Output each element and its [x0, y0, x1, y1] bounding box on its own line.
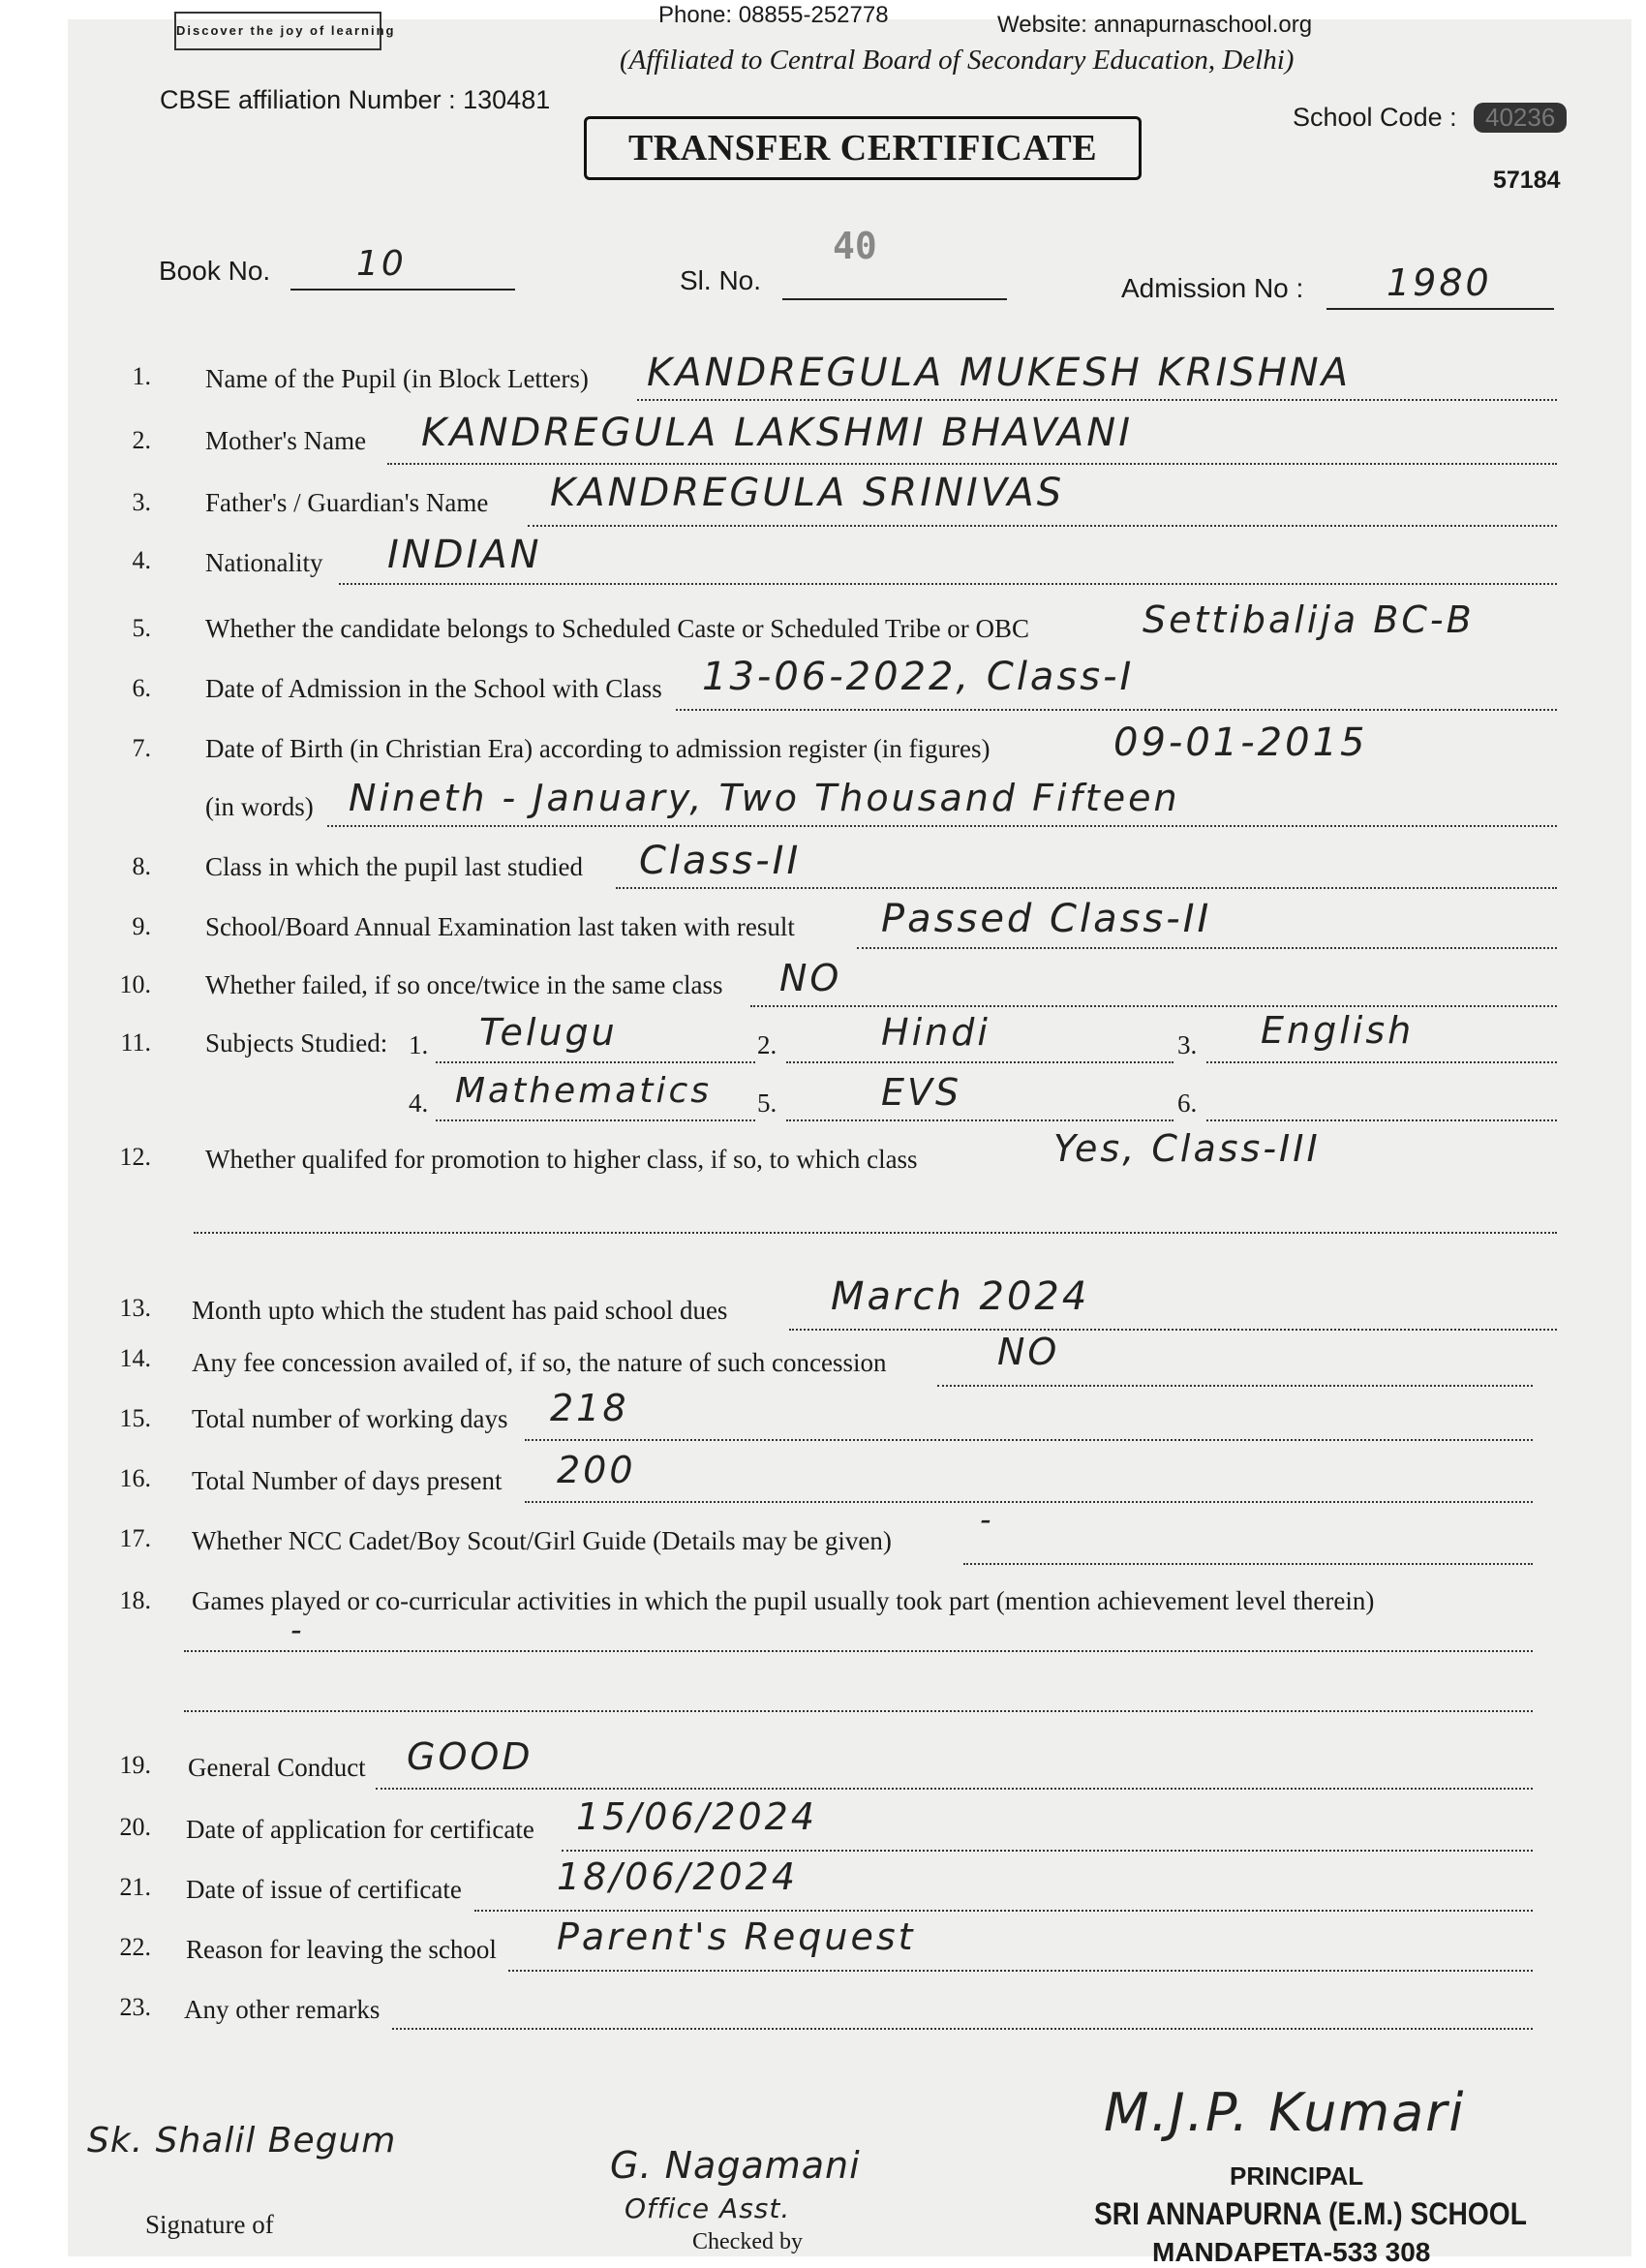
field-number: 2.: [132, 426, 151, 454]
field-number: 12.: [119, 1143, 151, 1171]
field-number: 17.: [119, 1524, 151, 1552]
subject-3-value: English: [1261, 1009, 1415, 1052]
subject-number: 1.: [409, 1030, 429, 1059]
field-number: 4.: [132, 546, 151, 574]
tagline: Discover the joy of learning: [176, 23, 396, 38]
fill-line: [525, 1501, 1533, 1503]
field-number: 10.: [119, 970, 151, 998]
signature-2: G. Nagamani: [610, 2144, 861, 2187]
fill-line: [1206, 1119, 1557, 1121]
leaving-reason-value: Parent's Request: [557, 1916, 916, 1958]
signature-1: Sk. Shalil Begum: [87, 2121, 397, 2161]
admission-line: [1326, 308, 1554, 310]
field-number: 9.: [132, 912, 151, 940]
fill-line: [436, 1061, 755, 1063]
father-name-value: KANDREGULA SRINIVAS: [550, 471, 1065, 515]
subject-1-value: Telugu: [479, 1011, 618, 1054]
last-class-value: Class-II: [639, 839, 802, 883]
pupil-name-value: KANDREGULA MUKESH KRISHNA: [647, 351, 1352, 395]
field-label-mother-name: Mother's Name: [205, 426, 367, 455]
field-number: 21.: [119, 1873, 151, 1901]
fill-line: [562, 1850, 1533, 1852]
fill-line: [616, 887, 1557, 889]
website: Website: annapurnaschool.org: [997, 12, 1313, 38]
field-label-application-date: Date of application for certificate: [186, 1815, 534, 1844]
field-label-father-name: Father's / Guardian's Name: [205, 488, 489, 517]
dob-words-value: Nineth - January, Two Thousand Fifteen: [349, 777, 1180, 819]
book-line: [290, 289, 515, 291]
field-label-exam-result: School/Board Annual Examination last taken with result: [205, 912, 795, 941]
field-label-games: Games played or co-curricular activities in which the pupil usually took part (mention achievement level therein): [192, 1586, 1375, 1615]
subject-4-value: Mathematics: [455, 1071, 712, 1111]
dues-value: March 2024: [831, 1274, 1090, 1319]
sl-line: [782, 298, 1007, 300]
sl-label: Sl. No.: [680, 265, 762, 295]
fill-line: [786, 1119, 1174, 1121]
subject-number: 5.: [757, 1088, 777, 1118]
field-label-promotion: Whether qualifed for promotion to higher class, if so, to which class: [205, 1145, 918, 1174]
concession-value: NO: [997, 1331, 1060, 1373]
field-number: 20.: [119, 1813, 151, 1841]
field-number: 6.: [132, 674, 151, 702]
field-label-conduct: General Conduct: [188, 1753, 366, 1782]
signature-1-label: Signature of: [145, 2210, 274, 2239]
fill-line: [474, 1910, 1533, 1912]
field-label-pupil-name: Name of the Pupil (in Block Letters): [205, 364, 589, 393]
field-label-failed: Whether failed, if so once/twice in the same class: [205, 970, 723, 999]
fill-line: [937, 1385, 1533, 1387]
nationality-value: INDIAN: [387, 533, 542, 577]
tagline-box: [174, 12, 396, 50]
games-value: -: [290, 1611, 305, 1648]
fill-line: [528, 525, 1557, 527]
field-label-admission-date: Date of Admission in the School with Class: [205, 674, 662, 703]
field-number: 23.: [119, 1993, 151, 2021]
fill-line: [676, 709, 1557, 711]
fill-line: [327, 825, 1557, 827]
fill-line: [789, 1329, 1557, 1331]
principal-title: PRINCIPAL: [1230, 2161, 1364, 2191]
book-label: Book No.: [159, 256, 271, 286]
field-label-dob-words: (in words): [205, 792, 314, 821]
subject-number: 3.: [1177, 1030, 1198, 1059]
days-present-value: 200: [557, 1449, 636, 1491]
ncc-value: -: [980, 1501, 994, 1538]
field-label-days-present: Total Number of days present: [192, 1466, 503, 1495]
subject-number: 4.: [409, 1088, 429, 1118]
fill-line: [525, 1439, 1533, 1441]
fill-line: [1206, 1061, 1557, 1063]
subject-5-value: EVS: [881, 1071, 962, 1114]
application-date-value: 15/06/2024: [576, 1795, 818, 1838]
fill-line: [436, 1119, 755, 1121]
sl-value: 40: [833, 225, 877, 267]
fill-line: [392, 2028, 1533, 2030]
school-place: MANDAPETA-533 308: [1152, 2237, 1431, 2267]
field-label-dob: Date of Birth (in Christian Era) according to admission register (in figures): [205, 734, 991, 763]
school-name: SRI ANNAPURNA (E.M.) SCHOOL: [1094, 2196, 1527, 2231]
field-number: 8.: [132, 852, 151, 880]
field-label-subjects: Subjects Studied:: [205, 1028, 388, 1057]
certificate-title: TRANSFER CERTIFICATE: [627, 128, 1098, 169]
field-number: 19.: [119, 1751, 151, 1779]
exam-result-value: Passed Class-II: [881, 897, 1212, 941]
admission-date-value: 13-06-2022, Class-I: [702, 655, 1135, 699]
failed-value: NO: [779, 957, 842, 999]
book-value: 10: [356, 244, 407, 284]
conduct-value: GOOD: [407, 1735, 533, 1778]
subject-number: 2.: [757, 1030, 777, 1059]
field-number: 13.: [119, 1294, 151, 1322]
fill-line: [339, 583, 1557, 585]
field-number: 5.: [132, 614, 151, 642]
field-number: 11.: [120, 1028, 151, 1057]
admission-value: 1980: [1387, 261, 1492, 304]
fill-line: [194, 1232, 1557, 1234]
field-label-nationality: Nationality: [205, 548, 323, 577]
signature-2-label: Checked by: [692, 2229, 803, 2254]
field-number: 7.: [132, 734, 151, 762]
serial-number: 57184: [1493, 167, 1561, 194]
promotion-value: Yes, Class-III: [1053, 1127, 1321, 1170]
field-label-concession: Any fee concession availed of, if so, the nature of such concession: [192, 1348, 887, 1377]
fill-line: [184, 1710, 1533, 1712]
field-number: 15.: [119, 1404, 151, 1432]
caste-value: Settibalija BC-B: [1143, 598, 1475, 641]
issue-date-value: 18/06/2024: [557, 1855, 799, 1898]
signature-2-designation: Office Asst.: [625, 2192, 791, 2224]
affiliation: (Affiliated to Central Board of Secondary Education, Delhi): [620, 45, 1295, 76]
admission-label: Admission No :: [1121, 273, 1304, 303]
cbse-number: CBSE affiliation Number : 130481: [160, 85, 551, 114]
field-label-working-days: Total number of working days: [192, 1404, 508, 1433]
fill-line: [508, 1970, 1533, 1972]
fill-line: [387, 463, 1557, 465]
field-number: 3.: [132, 488, 151, 516]
fill-line: [750, 1005, 1557, 1007]
field-label-ncc: Whether NCC Cadet/Boy Scout/Girl Guide (Details may be given): [192, 1526, 892, 1555]
school-code-value: 40236: [1474, 103, 1567, 133]
subject-2-value: Hindi: [881, 1011, 991, 1054]
certificate-title-box: [584, 116, 1142, 180]
fill-line: [376, 1788, 1533, 1790]
field-number: 22.: [119, 1933, 151, 1961]
working-days-value: 218: [550, 1387, 629, 1429]
field-label-last-class: Class in which the pupil last studied: [205, 852, 583, 881]
certificate-page: [68, 2, 1631, 2267]
fill-line: [963, 1563, 1533, 1565]
field-label-dues: Month upto which the student has paid school dues: [192, 1296, 728, 1325]
field-label-issue-date: Date of issue of certificate: [186, 1875, 462, 1904]
field-label-caste: Whether the candidate belongs to Scheduled Caste or Scheduled Tribe or OBC: [205, 614, 1030, 643]
field-number: 16.: [119, 1464, 151, 1492]
school-code-label: School Code :: [1293, 103, 1457, 132]
fill-line: [184, 1650, 1533, 1652]
subject-number: 6.: [1177, 1088, 1198, 1118]
field-label-remarks: Any other remarks: [184, 1995, 381, 2024]
fill-line: [857, 947, 1557, 949]
phone: Phone: 08855-252778: [658, 2, 889, 28]
dob-figures-value: 09-01-2015: [1113, 720, 1368, 765]
field-number: 18.: [119, 1586, 151, 1614]
mother-name-value: KANDREGULA LAKSHMI BHAVANI: [421, 411, 1134, 455]
fill-line: [637, 399, 1557, 401]
field-label-leaving-reason: Reason for leaving the school: [186, 1935, 497, 1964]
fill-line: [786, 1061, 1174, 1063]
field-number: 14.: [119, 1344, 151, 1372]
principal-signature: M.J.P. Kumari: [1104, 2082, 1466, 2143]
field-number: 1.: [132, 362, 151, 390]
